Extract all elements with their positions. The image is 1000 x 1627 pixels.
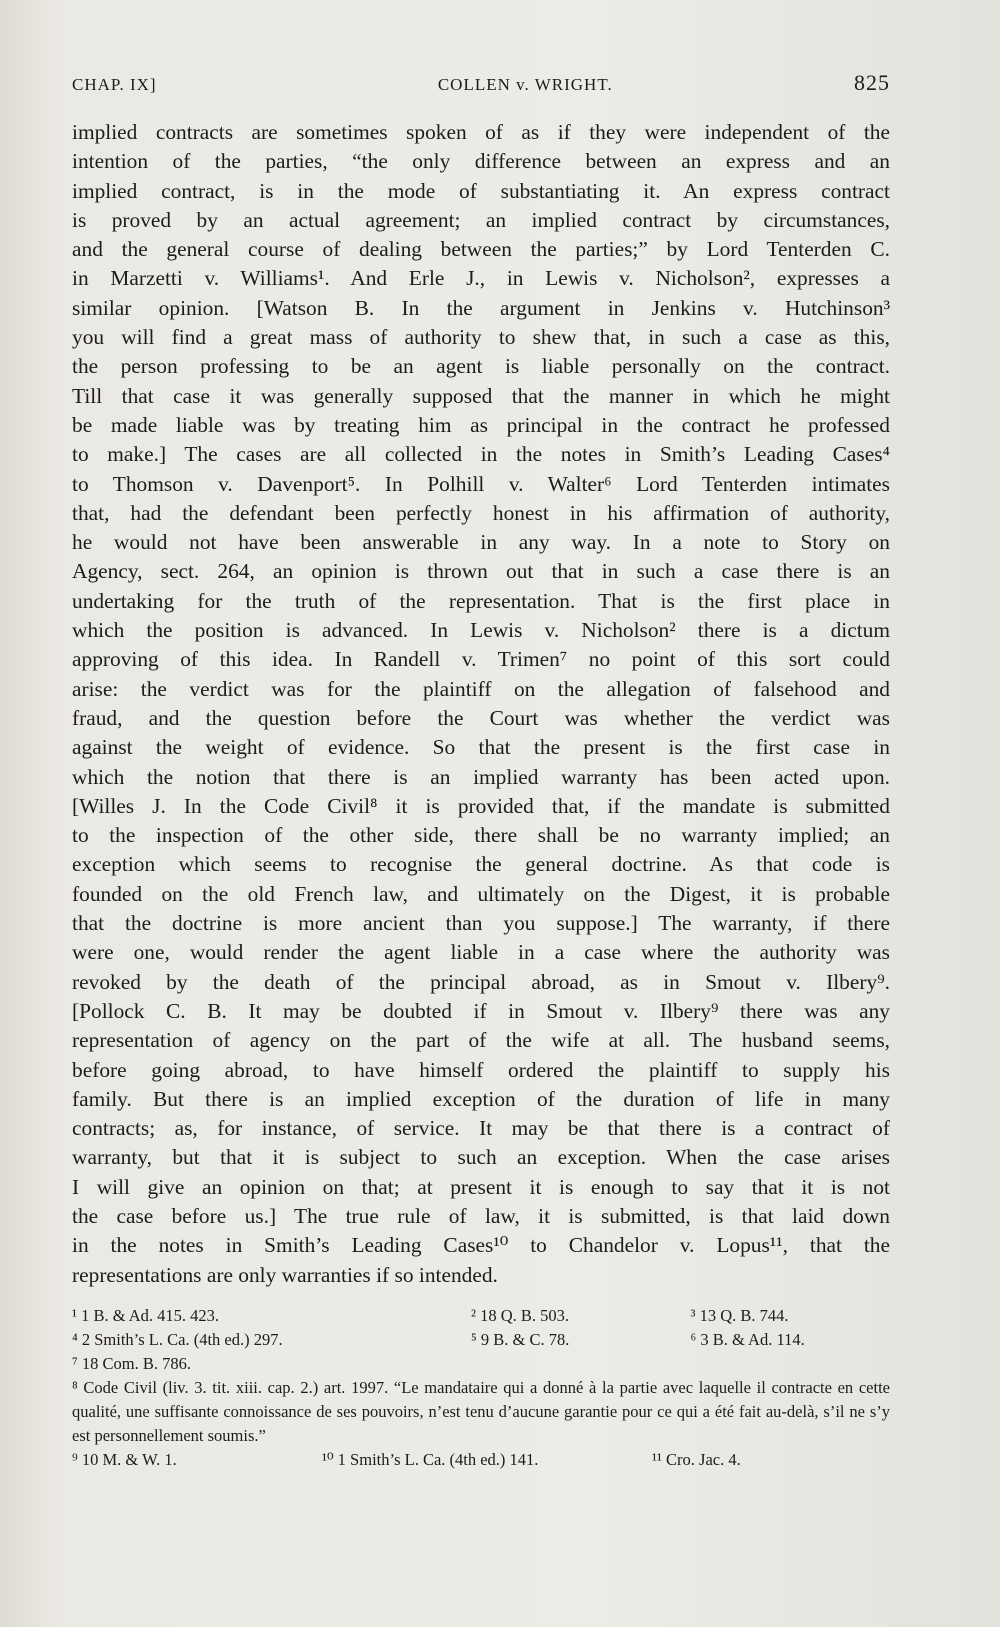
text-line: is proved by an actual agreement; an implied contract by circumstances, [72, 207, 890, 232]
text-line: in the notes in Smith’s Leading Cases¹⁰ to Chandelor v. Lopus¹¹, that the [72, 1233, 890, 1258]
footnote-10: ¹⁰ 1 Smith’s L. Ca. (4th ed.) 141. [322, 1449, 539, 1469]
text-line: arise: the verdict was for the plaintiff on the allegation of falsehood and [72, 676, 890, 701]
text-line: revoked by the death of the principal abroad, as in Smout v. Ilbery⁹. [72, 969, 890, 994]
footnote-6: ⁶ 3 B. & Ad. 114. [690, 1329, 805, 1349]
text-line: to make.] The cases are all collected in the notes in Smith’s Leading Cases⁴ [72, 442, 890, 467]
text-line: in Marzetti v. Williams¹. And Erle J., in Lewis v. Nicholson², expresses a [72, 266, 890, 291]
text-line: to the inspection of the other side, there shall be no warranty implied; an [72, 823, 890, 848]
text-line: representation of agency on the part of the wife at all. The husband seems, [72, 1028, 890, 1053]
text-line: contracts; as, for instance, of service. It may be that there is a contract of [72, 1116, 890, 1141]
text-line: I will give an opinion on that; at present it is enough to say that it is not [72, 1174, 890, 1199]
footnotes [72, 1304, 890, 1472]
footnote-2: ² 18 Q. B. 503. [471, 1305, 570, 1325]
text-line: similar opinion. [Watson B. In the argument in Jenkins v. Hutchinson³ [72, 295, 890, 320]
footnote-3: ³ 13 Q. B. 744. [690, 1305, 789, 1325]
footnote-8: ⁸ Code Civil (liv. 3. tit. xiii. cap. 2.) art. 1997. “Le mandataire qui a donné à la partie avec laquelle il contracte en cette qualité, une suffisante connoissance de ses pouvoirs, n’est tenu d’aucune garantie pour ce qui a été fait au-delà, s’il ne s’y est personnellement soumis.” [72, 1377, 890, 1445]
page-number: 825 [853, 70, 890, 95]
footnote-11: ¹¹ Cro. Jac. 4. [652, 1449, 741, 1469]
footnote-row [72, 1448, 890, 1472]
text-line: the case before us.] The true rule of law, it is submitted, is that laid down [72, 1203, 890, 1228]
footnote-1: ¹ 1 B. & Ad. 415. 423. [72, 1305, 220, 1325]
text-line: be made liable was by treating him as principal in the contract he professed [72, 412, 890, 437]
text-line: fraud, and the question before the Court was whether the verdict was [72, 705, 890, 730]
text-line: were one, would render the agent liable in a case where the authority was [72, 940, 890, 965]
footnote-9: ⁹ 10 M. & W. 1. [72, 1449, 177, 1469]
text-line: undertaking for the truth of the representation. That is the first place in [72, 588, 890, 613]
body-text [72, 118, 890, 1290]
text-line: that the doctrine is more ancient than you suppose.] The warranty, if there [72, 911, 890, 936]
footnote-5: ⁵ 9 B. & C. 78. [471, 1329, 570, 1349]
text-line: Agency, sect. 264, an opinion is thrown out that in such a case there is an [72, 559, 890, 584]
text-line: founded on the old French law, and ultimately on the Digest, it is probable [72, 881, 890, 906]
text-line: intention of the parties, “the only difference between an express and an [72, 149, 890, 174]
running-title: COLLEN v. WRIGHT. [437, 75, 613, 94]
text-line: which the position is advanced. In Lewis v. Nicholson² there is a dictum [72, 618, 890, 643]
text-line: that, had the defendant been perfectly honest in his affirmation of authority, [72, 500, 890, 525]
text-line: representations are only warranties if so intended. [72, 1262, 498, 1287]
footnote-7: ⁷ 18 Com. B. 786. [72, 1353, 191, 1373]
page-header [72, 70, 890, 96]
footnote-row [72, 1328, 890, 1352]
text-line: [Willes J. In the Code Civil⁸ it is provided that, if the mandate is submitted [72, 793, 890, 818]
text-line: implied contract, is in the mode of substantiating it. An express contract [72, 178, 890, 203]
text-line: before going abroad, to have himself ordered the plaintiff to supply his [72, 1057, 890, 1082]
text-line: to Thomson v. Davenport⁵. In Polhill v. Walter⁶ Lord Tenterden intimates [72, 471, 890, 496]
text-line: the person professing to be an agent is liable personally on the contract. [72, 354, 890, 379]
text-line: family. But there is an implied exception of the duration of life in many [72, 1086, 890, 1111]
text-line: Till that case it was generally supposed that the manner in which he might [72, 383, 890, 408]
text-line: [Pollock C. B. It may be doubted if in Smout v. Ilbery⁹ there was any [72, 998, 890, 1023]
chapter-label: CHAP. IX] [72, 75, 157, 94]
text-line: which the notion that there is an implied warranty has been acted upon. [72, 764, 890, 789]
text-line: you will find a great mass of authority to shew that, in such a case as this, [72, 325, 890, 350]
text-line: warranty, but that it is subject to such an exception. When the case arises [72, 1145, 890, 1170]
footnote-4: ⁴ 2 Smith’s L. Ca. (4th ed.) 297. [72, 1329, 283, 1349]
text-line: exception which seems to recognise the general doctrine. As that code is [72, 852, 890, 877]
text-line: he would not have been answerable in any way. In a note to Story on [72, 530, 890, 555]
text-line: approving of this idea. In Randell v. Trimen⁷ no point of this sort could [72, 647, 890, 672]
text-line: implied contracts are sometimes spoken of as if they were independent of the [72, 120, 890, 144]
footnote-row [72, 1304, 890, 1328]
text-line: against the weight of evidence. So that the present is the first case in [72, 735, 890, 760]
text-line: and the general course of dealing between the parties;” by Lord Tenterden C. [72, 237, 890, 262]
